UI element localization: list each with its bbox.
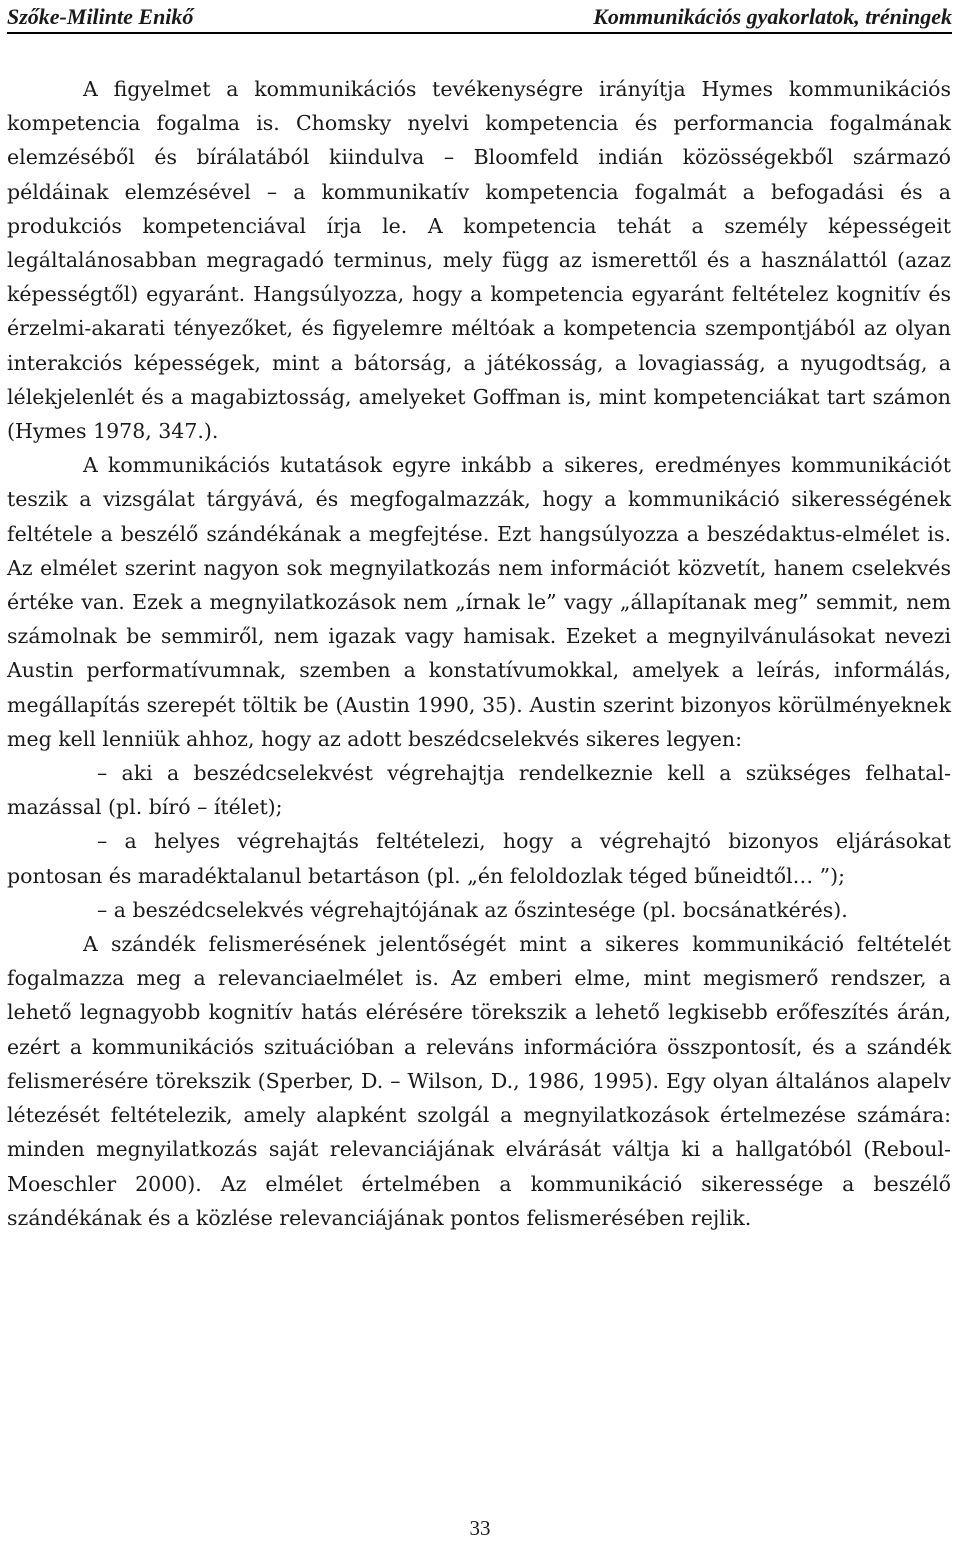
paragraph-hymes: A figyelmet a kommunikációs tevékenységre irányítja Hymes kommunikációs kompetencia fogalma is. Chomsky nyelvi kompetencia és performancia fogalmának elemzéséből és bírálatából kiindulva – Bloomfeld indián közösségekből származó példáinak elemzésével – a kommunikatív kompetencia fogalmát a befogadási és a produkciós kompetenciával írja le. A kompetencia tehát a személy képességeit legáltalánosabban megragadó terminus, mely függ az ismerettől és a használattól (azaz képességtől) egyaránt. Hangsúlyozza, hogy a kompetencia egyaránt feltételez kognitív és érzelmi-akarati tényezőket, és figyelemre méltóak a kompetencia szempontjából az olyan interakciós képességek, mint a bátorság, a játékosság, a lovagiasság, a nyugodtság, a lélekjelenlét és a magabiztosság, amelyeket Goffman is, mint kompetenciákat tart számon (Hymes 1978, 347.). bbox=[7, 77, 951, 444]
running-header bbox=[7, 0, 952, 34]
list-item-procedure: – a helyes végrehajtás feltételezi, hogy a végrehajtó bizonyos eljárásokat pontosan és maradéktalanul betartáson (pl. „én feloldozlak téged bűneidtől… ”); bbox=[7, 829, 951, 888]
header-author: Szőke-Milinte Enikő bbox=[7, 4, 194, 29]
paragraph-relevance: A szándék felismerésének jelentőségét mint a sikeres kommunikáció feltételét fogalmazza meg a relevanciaelmélet is. Az emberi elme, mint megismerő rendszer, a lehető legnagyobb kognitív hatás elérésére törekszik a lehető legkisebb erőfeszítés árán, ezért a kommunikációs szituációban a releváns információra összpontosít, és a szándék felismerésére törekszik (Sperber, D. – Wilson, D., 1986, 1995). Egy olyan általános alapelv létezését feltételezik, amely alapként szolgál a megnyilatkozások értelmezése számára: minden megnyilatkozás saját relevanciájának elvárását váltja ki a hallgatóból (Reboul-Moeschler 2000). Az elmélet értelmében a kommunikáció sikeressége a beszélő szándékának és a közlése relevanciájának pontos felismerésében rejlik. bbox=[7, 932, 951, 1230]
header-title: Kommunikációs gyakorlatok, tréningek bbox=[593, 4, 952, 29]
page-number: 33 bbox=[469, 1516, 491, 1540]
page-body bbox=[7, 72, 951, 1235]
paragraph-speech-act: A kommunikációs kutatások egyre inkább a sikeres, eredményes kommunikációt teszik a vizsgálat tárgyává, és megfogalmazzák, hogy a kommunikáció sikerességének feltétele a beszélő szándékának a megfejtése. Ezt hangsúlyozza a beszédaktus-elmélet is. Az elmélet szerint nagyon sok megnyilatkozás nem információt közvetít, hanem cselekvés értéke van. Ezek a megnyilatkozások nem „írnak le” vagy „állapítanak meg” semmit, nem számolnak be semmiről, nem igazak vagy hamisak. Ezeket a megnyilvánulásokat nevezi Austin performatívumnak, szemben a konstatívumokkal, amelyek a leírás, informálás, megállapítás szerepét töltik be (Austin 1990, 35). Austin szerint bizonyos körülményeknek meg kell lenniük ahhoz, hogy az adott beszédcselekvés sikeres legyen: bbox=[7, 453, 951, 751]
list-item-sincerity: – a beszédcselekvés végrehajtójának az őszintesége (pl. bocsánatkérés). bbox=[97, 897, 848, 922]
list-item-authority: – aki a beszédcselekvést végrehajtja rendelkeznie kell a szükséges felhatalmazással (pl. bíró – ítélet); bbox=[7, 761, 951, 820]
